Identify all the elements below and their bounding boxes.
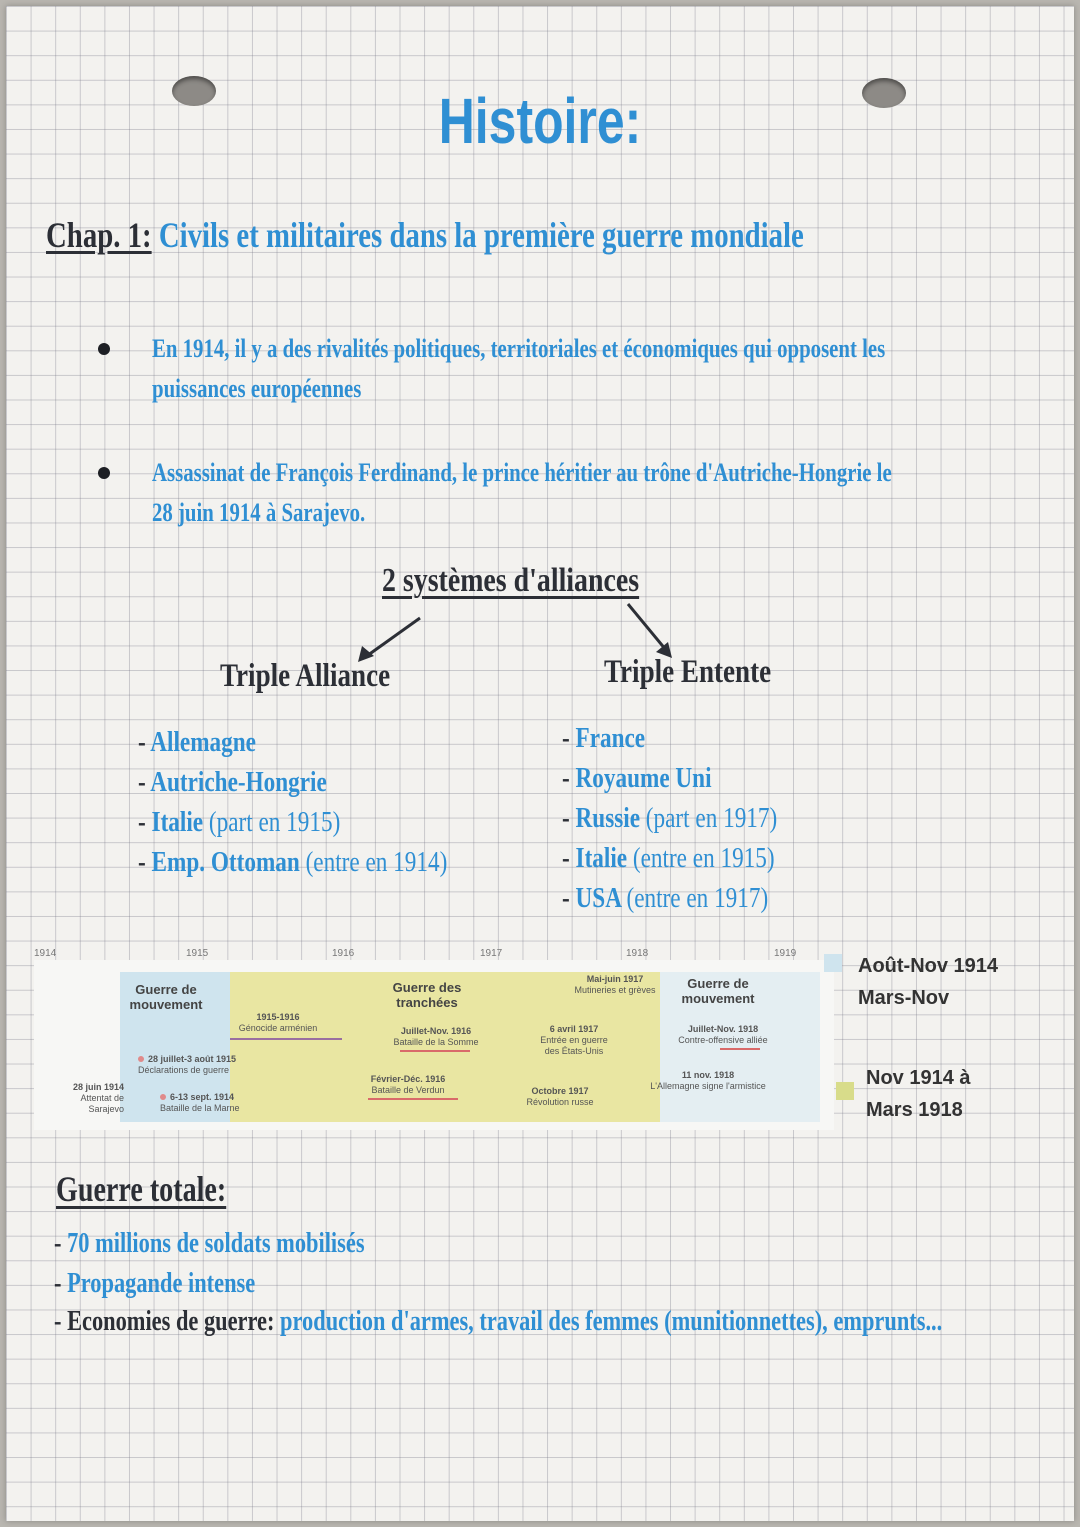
year-tick: 1917: [480, 948, 503, 959]
entente-member: - Italie (entre en 1915): [562, 842, 775, 874]
timeline-event: Octobre 1917 Révolution russe: [526, 1086, 594, 1107]
total-war-item: - Propagande intense: [54, 1268, 256, 1299]
triple-alliance-heading: Triple Alliance: [220, 658, 391, 694]
alliance-member: - Autriche-Hongrie: [138, 766, 327, 798]
year-tick: 1919: [774, 948, 797, 959]
phase-label: Guerre de mouvement: [681, 976, 755, 1006]
timeline-event: Mai-juin 1917 Mutineries et grèves: [574, 974, 656, 995]
legend-swatch-trenches: [836, 1082, 854, 1100]
legend-trenches: Nov 1914 à Mars 1918: [866, 1067, 971, 1121]
bullet-1-line-2: puissances européennes: [152, 374, 362, 403]
year-tick: 1914: [34, 948, 57, 959]
timeline-event: 6-13 sept. 1914 Bataille de la Marne: [160, 1092, 240, 1113]
legend-movement: Août-Nov 1914 Mars-Nov: [858, 955, 999, 1009]
bullet-2-line-1: Assassinat de François Ferdinand, le prince héritier au trône d'Autriche-Hongrie le: [152, 458, 892, 487]
alliance-member: - Italie (part en 1915): [138, 806, 341, 838]
chapter-title: Civils et militaires dans la première guerre mondiale: [158, 215, 804, 255]
timeline-event: 11 nov. 1918 L'Allemagne signe l'armistice: [650, 1070, 766, 1091]
timeline-event: 1915-1916 Génocide arménien: [238, 1012, 318, 1033]
chapter-label: Chap. 1:: [46, 215, 152, 255]
entente-member: - USA (entre en 1917): [562, 882, 769, 914]
entente-member: - Russie (part en 1917): [562, 802, 778, 834]
total-war-heading: Guerre totale:: [56, 1169, 227, 1209]
year-tick: 1915: [186, 948, 209, 959]
entente-member: - Royaume Uni: [562, 762, 712, 794]
timeline-event: Juillet-Nov. 1918 Contre-offensive alliée: [678, 1024, 768, 1045]
arrow-right-icon: [628, 604, 666, 650]
genocide-duration-bar: [230, 1038, 342, 1040]
bullet-1-line-1: En 1914, il y a des rivalités politiques, territoriales et économiques qui opposent les: [152, 334, 886, 363]
timeline-event: Juillet-Nov. 1916 Bataille de la Somme: [393, 1026, 479, 1047]
triple-entente-heading: Triple Entente: [604, 654, 772, 690]
bullet-2-line-2: 28 juin 1914 à Sarajevo.: [152, 498, 366, 527]
verdun-duration-bar: [368, 1098, 458, 1100]
notebook-page: [6, 6, 1074, 1521]
entente-member: - France: [562, 722, 646, 754]
alliance-member: - Emp. Ottoman (entre en 1914): [138, 846, 448, 878]
alliances-title: 2 systèmes d'alliances: [382, 562, 640, 599]
timeline-event: 28 juillet-3 août 1915 Déclarations de guerre: [138, 1054, 237, 1075]
year-tick: 1918: [626, 948, 649, 959]
total-war-item: - 70 millions de soldats mobilisés: [54, 1228, 365, 1259]
year-tick: 1916: [332, 948, 355, 959]
page-title: Histoire:: [438, 85, 642, 157]
legend-swatch-movement: [824, 954, 842, 972]
alliance-arrows: [6, 6, 1074, 726]
timeline-event: Février-Déc. 1916 Bataille de Verdun: [370, 1074, 446, 1095]
timeline-event: 28 juin 1914 Attentat de Sarajevo: [72, 1082, 124, 1114]
alliance-member: - Allemagne: [138, 726, 256, 758]
somme-duration-bar: [400, 1050, 470, 1052]
phase-label: Guerre de mouvement: [129, 982, 203, 1012]
phase-label: Guerre des tranchées: [392, 980, 462, 1010]
counteroffensive-duration-bar: [720, 1048, 760, 1050]
arrow-left-icon: [364, 618, 420, 658]
total-war-item: - Economies de guerre: production d'armes, travail des femmes (munitionnettes), emprunts...: [54, 1306, 943, 1337]
timeline-figure: [34, 946, 834, 1131]
timeline-event: 6 avril 1917 Entrée en guerre des États-Unis: [540, 1024, 608, 1056]
